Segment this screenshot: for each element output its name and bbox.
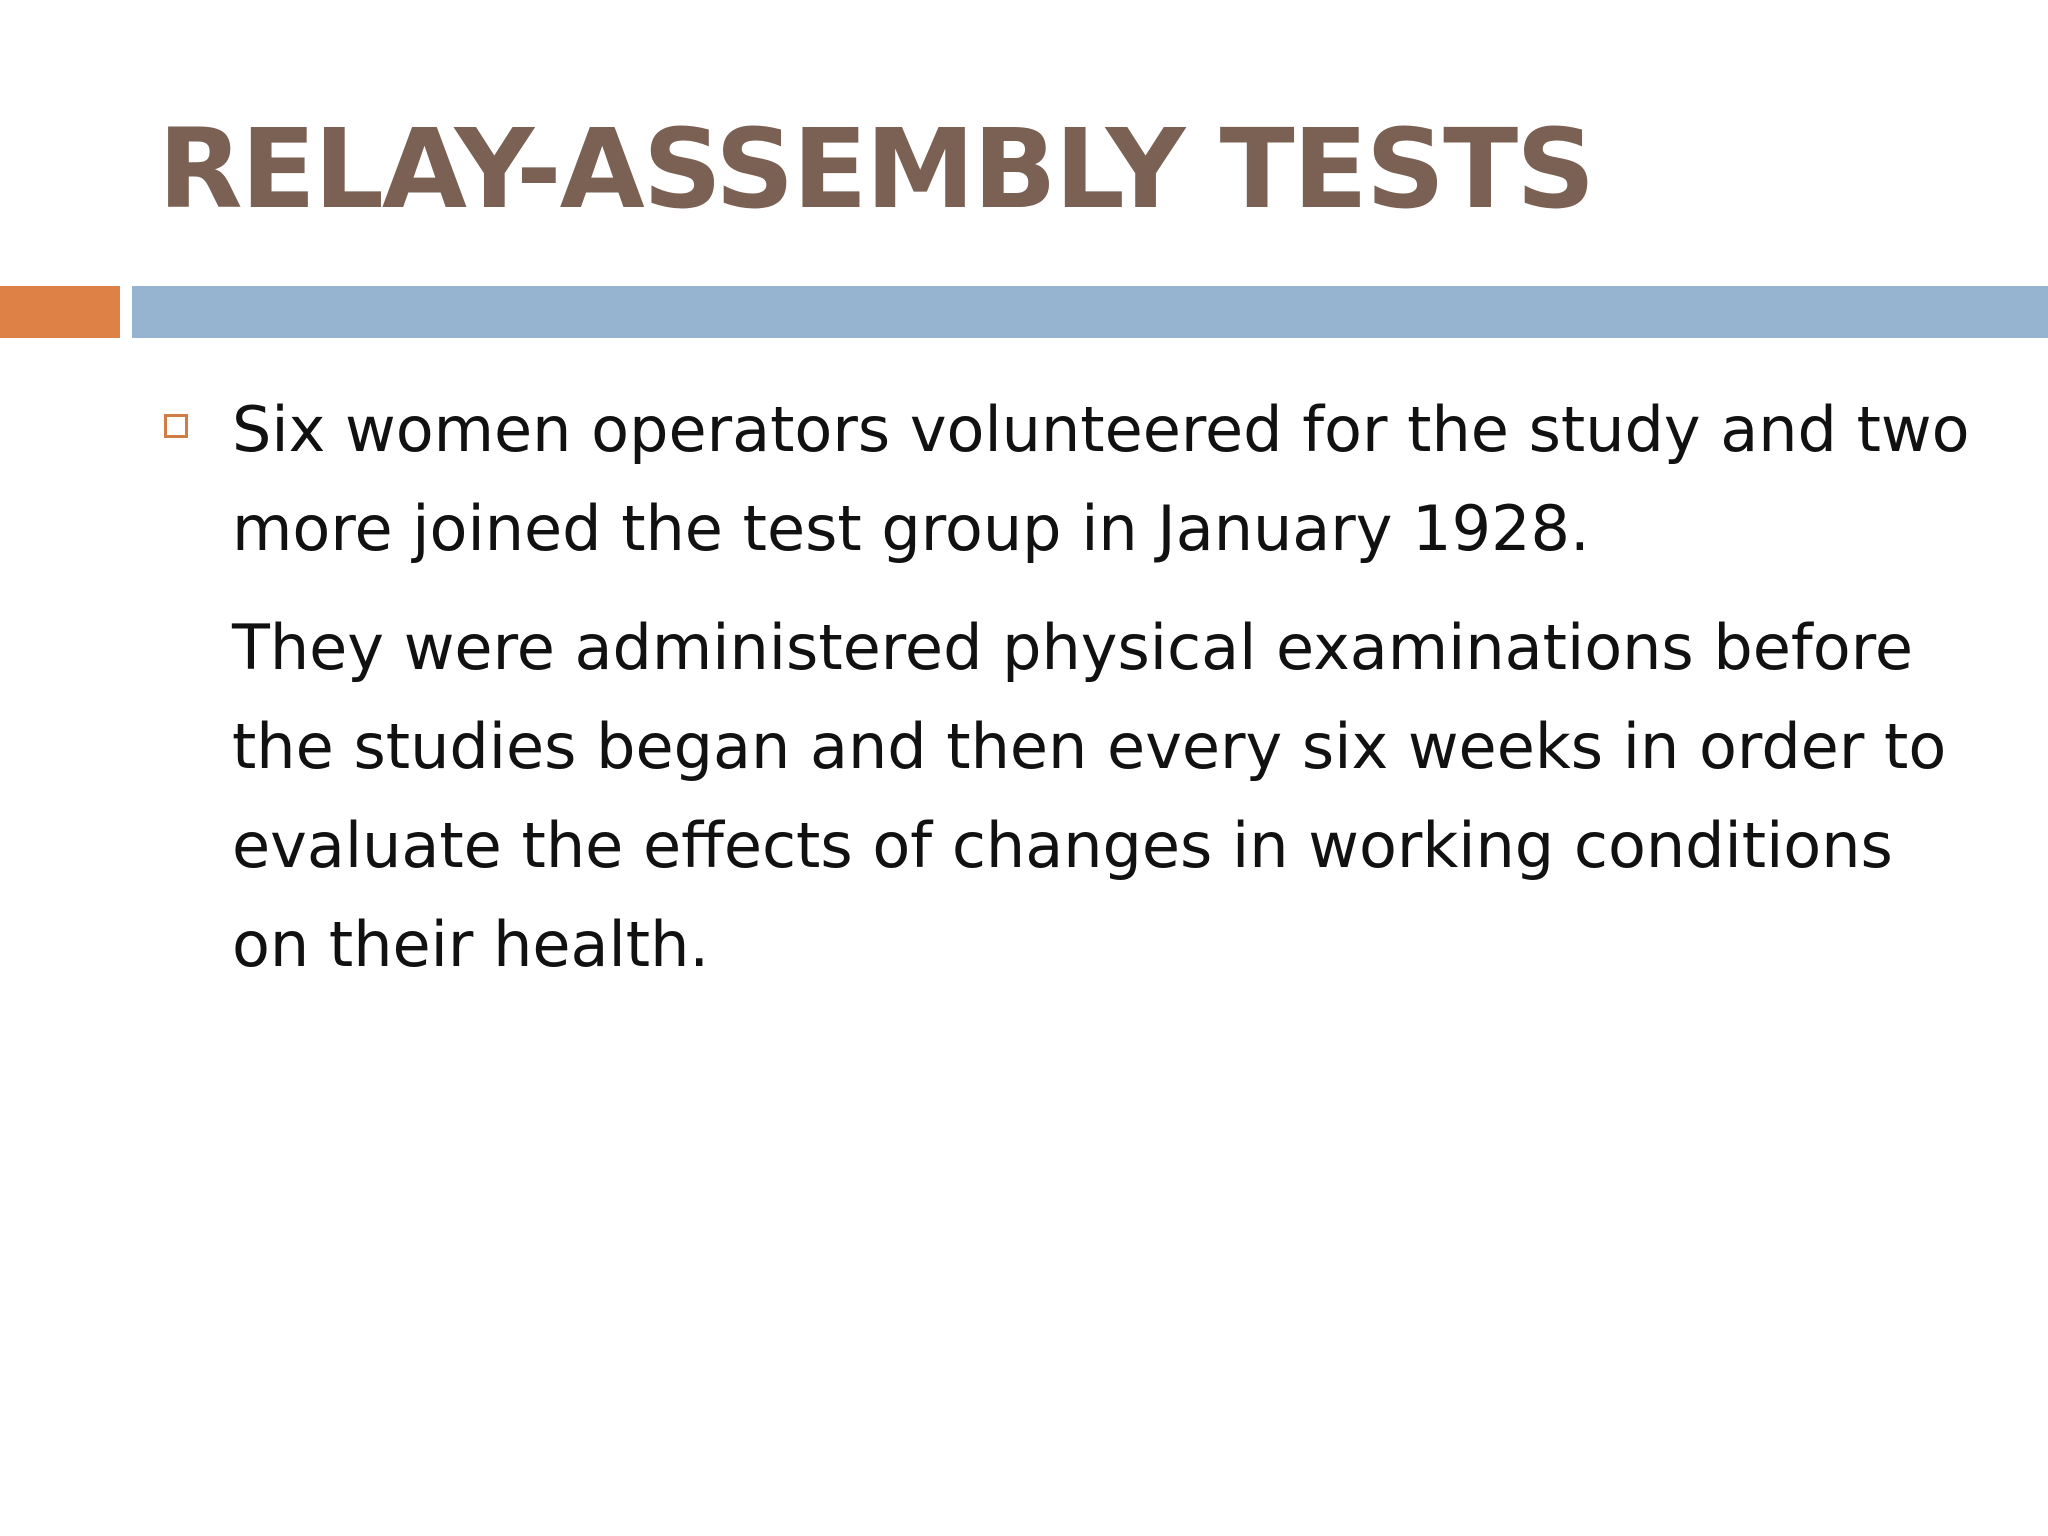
accent-bar-blue [132, 286, 2048, 338]
hollow-square-bullet-icon [164, 414, 188, 438]
bullet-paragraph-1: Six women operators volunteered for the study and two more joined the test group in January 1928. [232, 393, 1970, 565]
slide-title: RELAY-ASSEMBLY TESTS [158, 105, 1594, 233]
accent-bar-orange [0, 286, 120, 338]
continuation-paragraph-2: They were administered physical examinations before the studies began and then every six weeks in order to evaluate the effects of changes in working conditions on their health. [232, 611, 1947, 981]
slide-body [232, 380, 1972, 994]
